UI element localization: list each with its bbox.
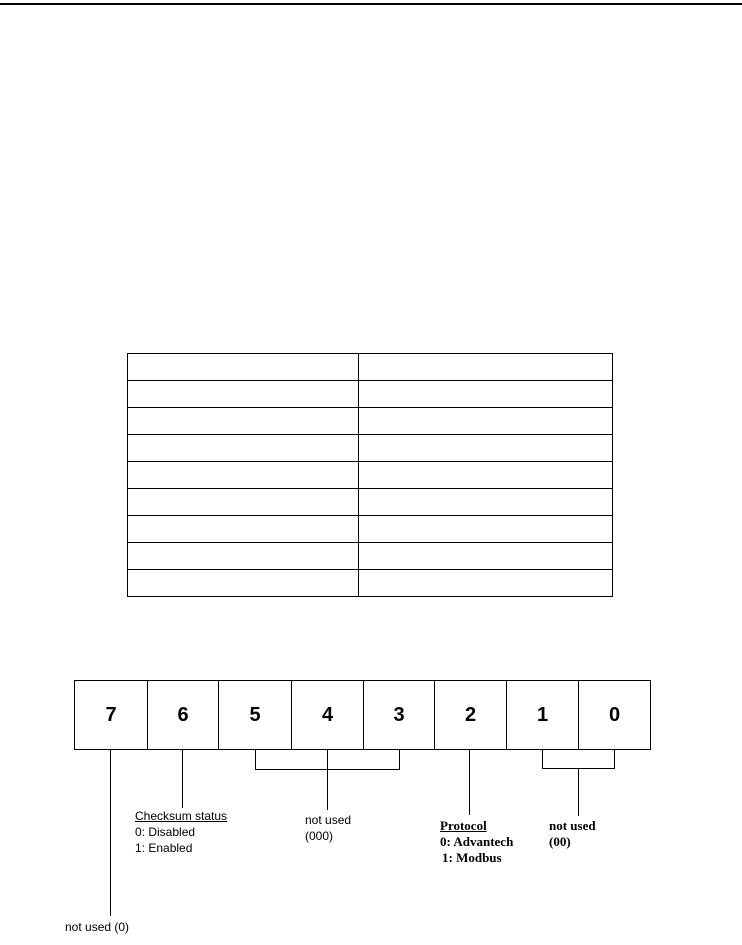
- bit-2-box: 2: [434, 680, 507, 750]
- table-cell: [128, 408, 359, 435]
- table-row: [128, 354, 613, 381]
- bits-5-3-not-used-text: not used: [305, 813, 352, 827]
- table-cell: [128, 543, 359, 570]
- table-cell: [128, 462, 359, 489]
- table-cell: [128, 570, 359, 597]
- table-cell: [128, 489, 359, 516]
- bit-1-bracket-leg: [542, 750, 543, 768]
- bits-1-0-not-used-label: [549, 818, 596, 850]
- bits-5-3-not-used-label: [305, 812, 351, 844]
- bit-6-box: 6: [147, 680, 219, 750]
- checksum-option-0: 0: Disabled: [135, 825, 196, 839]
- bit-5-bracket-leg: [255, 750, 256, 769]
- protocol-title: Protocol: [440, 818, 487, 833]
- table-row: [128, 489, 613, 516]
- bits-1-0-default-value: (00): [549, 834, 571, 849]
- checksum-status-label: [135, 808, 227, 856]
- bit-0-box: 0: [578, 680, 651, 750]
- bit-2-leader-line: [469, 750, 470, 815]
- bit-7-not-used-label: not used (0): [65, 920, 130, 934]
- bit-4-box: 4: [291, 680, 364, 750]
- bit-7-leader-line: [110, 750, 111, 916]
- bit-3-bracket-leg: [399, 750, 400, 769]
- table-cell: [359, 354, 613, 381]
- bit-1-box: 1: [506, 680, 579, 750]
- table-row: [128, 516, 613, 543]
- protocol-option-0: 0: Advantech: [440, 834, 514, 849]
- protocol-label: [440, 818, 513, 866]
- checksum-option-1: 1: Enabled: [135, 841, 193, 855]
- bit-5-box: 5: [218, 680, 292, 750]
- table-row: [128, 570, 613, 597]
- bits-1-0-not-used-text: not used: [549, 818, 596, 833]
- table-cell: [359, 516, 613, 543]
- table-cell: [128, 435, 359, 462]
- checksum-status-title: Checksum status: [135, 809, 228, 823]
- bits-5-3-leader-line: [327, 750, 328, 810]
- table-cell: [359, 570, 613, 597]
- table-row: [128, 408, 613, 435]
- table-row: [128, 543, 613, 570]
- table-cell: [359, 462, 613, 489]
- protocol-option-1: 1: Modbus: [442, 850, 502, 865]
- table-cell: [359, 435, 613, 462]
- table-row: [128, 381, 613, 408]
- table-cell: [128, 516, 359, 543]
- table-row: [128, 435, 613, 462]
- page-top-rule: [0, 3, 742, 5]
- bit-0-bracket-leg: [614, 750, 615, 768]
- bits-5-3-default-value: (000): [305, 829, 334, 843]
- table-cell: [359, 489, 613, 516]
- blank-table: [127, 353, 613, 597]
- table-cell: [128, 354, 359, 381]
- bit-3-box: 3: [363, 680, 435, 750]
- table-cell: [128, 381, 359, 408]
- bit-7-box: 7: [74, 680, 148, 750]
- table-cell: [359, 543, 613, 570]
- bit-6-leader-line: [182, 750, 183, 808]
- table-cell: [359, 381, 613, 408]
- table-cell: [359, 408, 613, 435]
- table-row: [128, 462, 613, 489]
- bits-1-0-leader-line: [578, 768, 579, 816]
